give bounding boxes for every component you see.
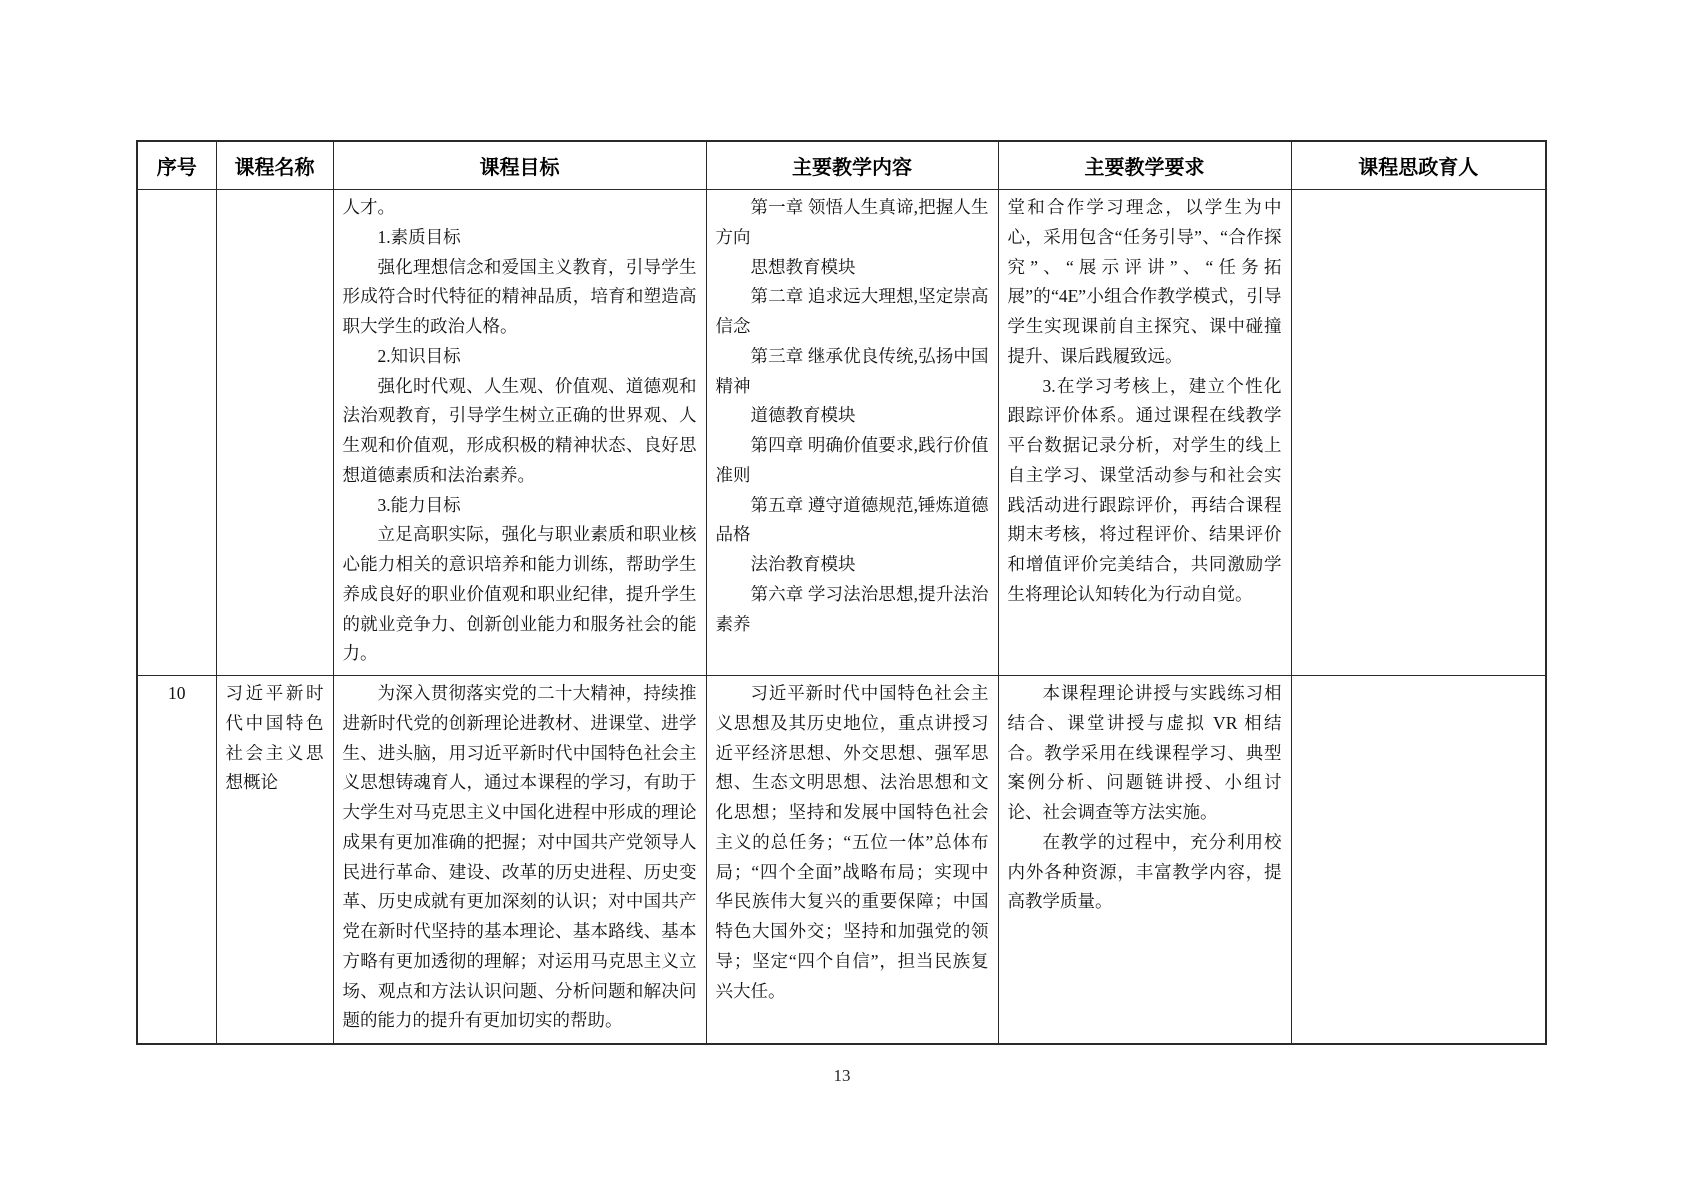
cell-ideology <box>1291 190 1546 676</box>
header-seq: 序号 <box>137 141 216 190</box>
course-table <box>136 140 1547 1045</box>
cell-course-name <box>216 190 333 676</box>
paragraph: 本课程理论讲授与实践练习相结合、课堂讲授与虚拟 VR 相结合。教学采用在线课程学习、典型案例分析、问题链讲授、小组讨论、社会调查等方法实施。 <box>1007 683 1282 822</box>
table-header-row <box>137 141 1546 190</box>
paragraph: 第三章 继承优良传统,弘扬中国精神 <box>715 345 989 396</box>
paragraph: 立足高职实际，强化与职业素质和职业核心能力相关的意识培养和能力训练，帮助学生养成良好的职业价值观和职业纪律，提升学生的就业竞争力、创新创业能力和服务社会的能力。 <box>342 524 697 664</box>
paragraph: 第五章 遵守道德规范,锤炼道德品格 <box>715 494 989 545</box>
cell-course-name: 习近平新时代中国特色社会主义思想概论 <box>216 676 333 1044</box>
paragraph: 第二章 追求远大理想,坚定崇高信念 <box>715 286 989 336</box>
header-course-name: 课程名称 <box>216 141 333 190</box>
header-content: 主要教学内容 <box>706 141 998 190</box>
paragraph: 人才。 <box>342 197 395 217</box>
cell-objectives <box>333 190 706 676</box>
paragraph: 道德教育模块 <box>750 405 856 426</box>
paragraph: 2.知识目标 <box>377 345 461 366</box>
cell-teaching-content <box>706 190 998 676</box>
cell-ideology <box>1291 676 1546 1044</box>
cell-teaching-requirements <box>998 676 1291 1044</box>
paragraph: 堂和合作学习理念，以学生为中心，采用包含“任务引导”、“合作探究”、“展示评讲”、“任务拓展”的“4E”小组合作教学模式，引导学生实现课前自主探究、课中碰撞提升、课后践履致远。 <box>1007 197 1282 366</box>
paragraph: 第一章 领悟人生真谛,把握人生方向 <box>715 197 989 247</box>
table-row-continuation <box>137 190 1546 676</box>
cell-objectives <box>333 676 706 1044</box>
paragraph: 3.能力目标 <box>377 494 461 515</box>
paragraph: 1.素质目标 <box>377 226 461 247</box>
cell-seq <box>137 190 216 676</box>
paragraph: 为深入贯彻落实党的二十大精神，持续推进新时代党的创新理论进教材、进课堂、进学生、进头脑，用习近平新时代中国特色社会主义思想铸魂育人，通过本课程的学习，有助于大学生对马克思主义中国化进程中形成的理论成果有更加准确的把握；对中国共产党领导人民进行革命、建设、改革的历史进程、历史变革、历史成就有更加深刻的认识；对中国共产党在新时代坚持的基本理论、基本路线、基本方略有更加透彻的理解；对运用马克思主义立场、观点和方法认识问题、分析问题和解决问题的能力的提升有更加切实的帮助。 <box>342 683 697 1031</box>
paragraph: 强化时代观、人生观、价值观、道德观和法治观教育，引导学生树立正确的世界观、人生观和价值观，形成积极的精神状态、良好思想道德素质和法治素养。 <box>342 375 697 485</box>
paragraph: 第四章 明确价值要求,践行价值准则 <box>715 435 989 485</box>
paragraph: 在教学的过程中，充分利用校内外各种资源，丰富教学内容，提高教学质量。 <box>1007 831 1282 912</box>
paragraph: 强化理想信念和爱国主义教育，引导学生形成符合时代特征的精神品质，培育和塑造高职大学生的政治人格。 <box>342 256 697 336</box>
paragraph: 法治教育模块 <box>750 554 856 574</box>
cell-teaching-content <box>706 676 998 1044</box>
header-requirements: 主要教学要求 <box>998 141 1291 190</box>
cell-teaching-requirements <box>998 190 1291 676</box>
page-number: 13 <box>833 1066 851 1085</box>
header-objectives: 课程目标 <box>333 141 706 190</box>
cell-seq: 10 <box>137 676 216 1044</box>
paragraph: 3.在学习考核上，建立个性化跟踪评价体系。通过课程在线教学平台数据记录分析，对学生的线上自主学习、课堂活动参与和社会实践活动进行跟踪评价，再结合课程期末考核，将过程评价、结果评价和增值评价完美结合，共同激励学生将理论认知转化为行动自觉。 <box>1007 375 1282 604</box>
paragraph: 习近平新时代中国特色社会主义思想及其历史地位，重点讲授习近平经济思想、外交思想、强军思想、生态文明思想、法治思想和文化思想；坚持和发展中国特色社会主义的总任务；“五位一体”总体布局；“四个全面”战略布局；实现中华民族伟大复兴的重要保障；中国特色大国外交；坚持和加强党的领导；坚定“四个自信”，担当民族复兴大任。 <box>715 683 989 1001</box>
header-ideology: 课程思政育人 <box>1291 141 1546 190</box>
table-row-course-10 <box>137 676 1546 1044</box>
paragraph: 思想教育模块 <box>750 256 856 277</box>
paragraph: 第六章 学习法治思想,提升法治素养 <box>715 583 989 634</box>
